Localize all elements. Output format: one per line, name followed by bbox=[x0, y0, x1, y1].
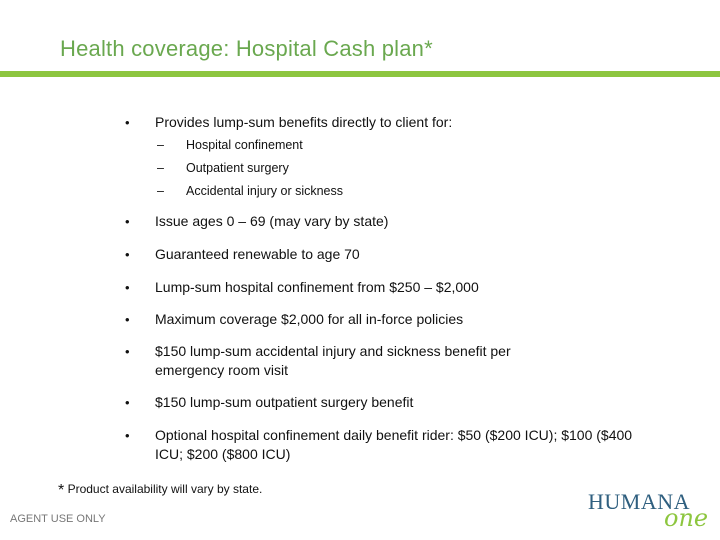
bullet-marker: • bbox=[125, 344, 130, 359]
bullet-marker: • bbox=[125, 428, 130, 443]
bullet-text: Guaranteed renewable to age 70 bbox=[155, 246, 360, 262]
footnote-star: * bbox=[58, 482, 65, 499]
logo-suffix: one bbox=[664, 504, 709, 532]
sub-item-text: Accidental injury or sickness bbox=[186, 184, 344, 198]
dash-marker: – bbox=[157, 138, 164, 152]
footnote-text: Product availability will vary by state. bbox=[67, 482, 263, 496]
bullet-marker: • bbox=[125, 312, 130, 327]
humana-one-logo bbox=[588, 484, 714, 532]
footnote bbox=[58, 482, 262, 500]
bullet-text: Issue ages 0 – 69 (may vary by state) bbox=[155, 213, 389, 229]
bullet-marker: • bbox=[125, 395, 130, 410]
bullet-text: $150 lump-sum accidental injury and sickness benefit per emergency room visit bbox=[155, 343, 511, 378]
bullet-text: Maximum coverage $2,000 for all in-force policies bbox=[155, 311, 464, 327]
bullet-text: $150 lump-sum outpatient surgery benefit bbox=[155, 394, 414, 410]
bullet-text: Provides lump-sum benefits directly to client for: bbox=[155, 114, 453, 130]
bullet-text: Optional hospital confinement daily benefit rider: $50 ($200 ICU); $100 ($400 ICU; $200 ($800 ICU) bbox=[155, 427, 633, 462]
bullet-marker: • bbox=[125, 115, 130, 130]
sub-item-text: Hospital confinement bbox=[186, 138, 303, 152]
agent-use-only-label: AGENT USE ONLY bbox=[10, 513, 106, 525]
slide-title: Health coverage: Hospital Cash plan* bbox=[60, 36, 433, 61]
bullet-marker: • bbox=[125, 280, 130, 295]
dash-marker: – bbox=[157, 161, 164, 175]
bullet-marker: • bbox=[125, 247, 130, 262]
bullet-marker: • bbox=[125, 214, 130, 229]
title-divider-bar bbox=[0, 71, 720, 77]
dash-marker: – bbox=[157, 184, 164, 198]
sub-item-text: Outpatient surgery bbox=[186, 161, 289, 175]
logo-wordmark: HUMANA bbox=[588, 489, 690, 514]
bullet-text: Lump-sum hospital confinement from $250 – $2,000 bbox=[155, 279, 479, 295]
